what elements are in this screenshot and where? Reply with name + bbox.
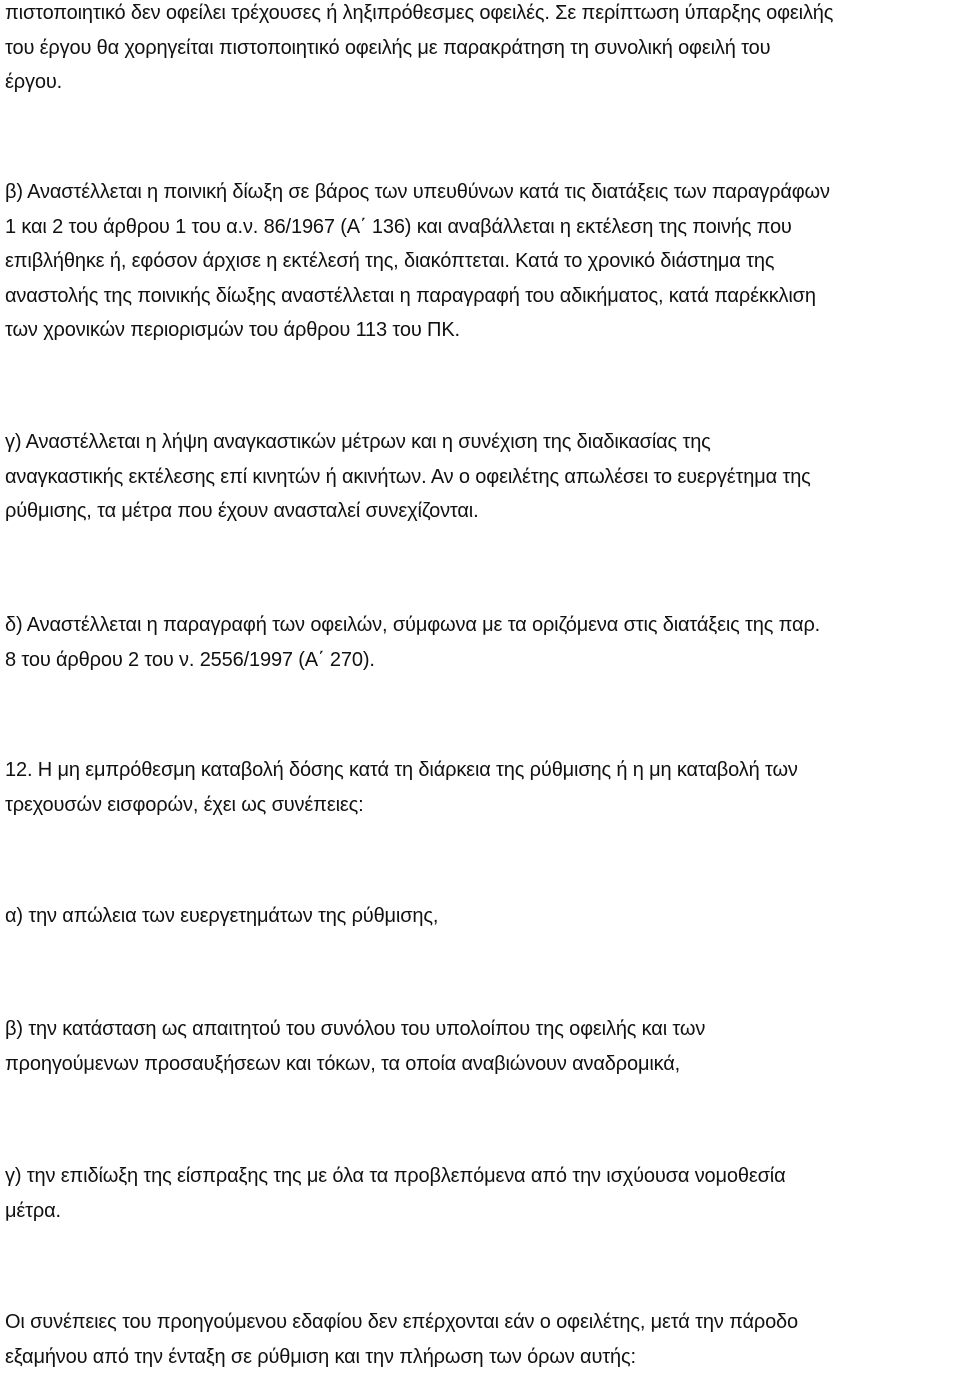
text-line: δ) Αναστέλλεται η παραγραφή των οφειλών, σύμφωνα με τα οριζόμενα στις διατάξεις της παρ.: [5, 608, 955, 643]
text-line: έργου.: [5, 65, 955, 100]
paragraph-d-limitation: [5, 608, 955, 677]
text-line: β) την κατάσταση ως απαιτητού του συνόλου του υπολοίπου της οφειλής και των: [5, 1012, 955, 1047]
paragraph-12a: [5, 899, 955, 934]
text-line: α) την απώλεια των ευεργετημάτων της ρύθμισης,: [5, 899, 955, 934]
paragraph-12b: [5, 1012, 955, 1081]
text-line: αναγκαστικής εκτέλεσης επί κινητών ή ακινήτων. Αν ο οφειλέτης απωλέσει το ευεργέτημα της: [5, 460, 955, 495]
text-line: 1 και 2 του άρθρου 1 του α.ν. 86/1967 (Α΄ 136) και αναβάλλεται η εκτέλεση της ποινής που: [5, 210, 955, 245]
text-line: 8 του άρθρου 2 του ν. 2556/1997 (Α΄ 270).: [5, 643, 955, 678]
text-line: Οι συνέπειες του προηγούμενου εδαφίου δεν επέρχονται εάν ο οφειλέτης, μετά την πάροδο: [5, 1305, 955, 1340]
paragraph-b-prosecution: [5, 175, 955, 348]
text-line: ρύθμισης, τα μέτρα που έχουν ανασταλεί συνεχίζονται.: [5, 494, 955, 529]
text-line: γ) την επιδίωξη της είσπραξης της με όλα τα προβλεπόμενα από την ισχύουσα νομοθεσία: [5, 1159, 955, 1194]
paragraph-continuation: [5, 0, 955, 100]
text-line: προηγούμενων προσαυξήσεων και τόκων, τα οποία αναβιώνουν αναδρομικά,: [5, 1047, 955, 1082]
paragraph-consequences: [5, 1305, 955, 1374]
text-line: γ) Αναστέλλεται η λήψη αναγκαστικών μέτρων και η συνέχιση της διαδικασίας της: [5, 425, 955, 460]
paragraph-g-enforcement: [5, 425, 955, 529]
paragraph-12-late-payment: [5, 753, 955, 822]
text-line: μέτρα.: [5, 1194, 955, 1229]
text-line: αναστολής της ποινικής δίωξης αναστέλλεται η παραγραφή του αδικήματος, κατά παρέκκλιση: [5, 279, 955, 314]
text-line: πιστοποιητικό δεν οφείλει τρέχουσες ή ληξιπρόθεσμες οφειλές. Σε περίπτωση ύπαρξης οφειλής: [5, 0, 955, 31]
text-line: 12. Η μη εμπρόθεσμη καταβολή δόσης κατά τη διάρκεια της ρύθμισης ή η μη καταβολή των: [5, 753, 955, 788]
text-line: β) Αναστέλλεται η ποινική δίωξη σε βάρος των υπευθύνων κατά τις διατάξεις των παραγράφων: [5, 175, 955, 210]
text-line: εξαμήνου από την ένταξη σε ρύθμιση και την πλήρωση των όρων αυτής:: [5, 1340, 955, 1374]
paragraph-12g: [5, 1159, 955, 1228]
text-line: τρεχουσών εισφορών, έχει ως συνέπειες:: [5, 788, 955, 823]
text-line: επιβλήθηκε ή, εφόσον άρχισε η εκτέλεσή της, διακόπτεται. Κατά το χρονικό διάστημα της: [5, 244, 955, 279]
text-line: των χρονικών περιορισμών του άρθρου 113 του ΠΚ.: [5, 313, 955, 348]
text-line: του έργου θα χορηγείται πιστοποιητικό οφειλής με παρακράτηση τη συνολική οφειλή του: [5, 31, 955, 66]
